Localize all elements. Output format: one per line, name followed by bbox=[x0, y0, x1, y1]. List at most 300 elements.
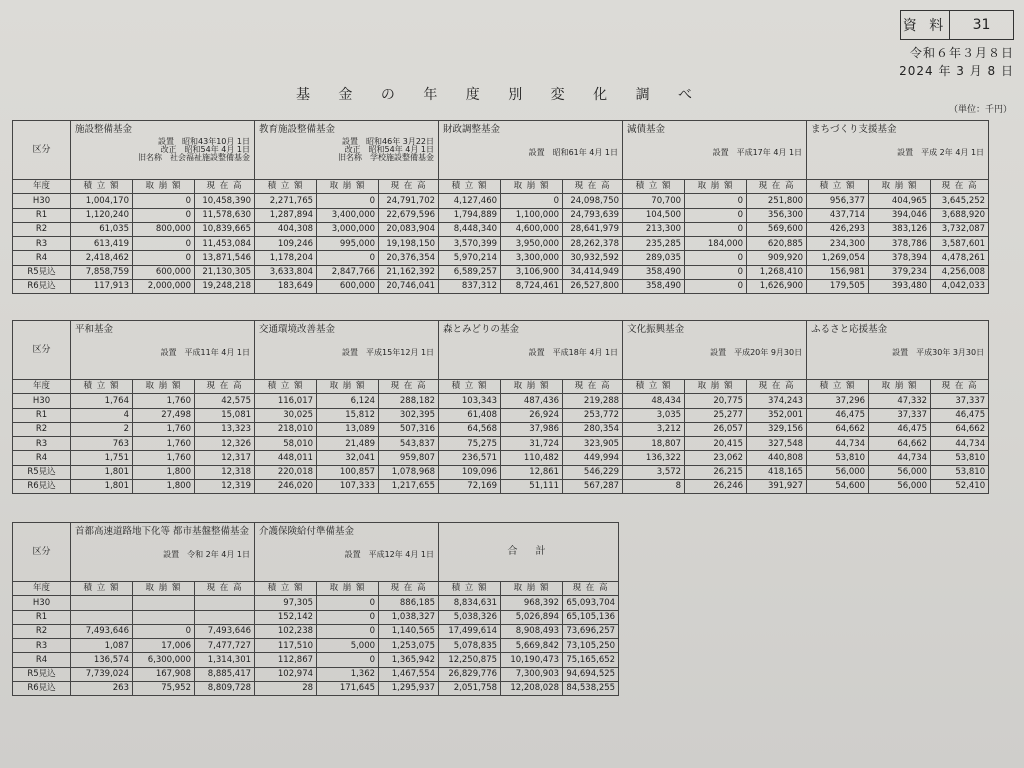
value-cell: 28 bbox=[255, 682, 317, 696]
value-cell: 42,575 bbox=[195, 394, 255, 408]
fund-establish-info: 旧名称 社会福祉施設整備基金 bbox=[138, 152, 251, 162]
value-cell: 323,905 bbox=[563, 437, 623, 451]
fund-establish-info: 旧名称 学校施設整備基金 bbox=[338, 152, 435, 162]
fund-name: 財政調整基金 bbox=[443, 124, 501, 135]
value-cell: 3,300,000 bbox=[501, 251, 563, 265]
value-cell: 253,772 bbox=[563, 408, 623, 422]
badge-label: 資 料 bbox=[901, 11, 950, 39]
value-cell: 1,120,240 bbox=[71, 208, 133, 222]
column-header: 積 立 額 bbox=[255, 180, 317, 194]
value-cell: 7,300,903 bbox=[501, 667, 563, 681]
fund-name-cell bbox=[255, 121, 439, 180]
value-cell: 32,041 bbox=[317, 451, 379, 465]
column-header: 現 在 高 bbox=[747, 180, 807, 194]
year-cell: R1 bbox=[13, 408, 71, 422]
value-cell: 0 bbox=[133, 624, 195, 638]
value-cell: 8,724,461 bbox=[501, 280, 563, 294]
year-cell: R6見込 bbox=[13, 280, 71, 294]
table-row bbox=[13, 624, 619, 638]
value-cell: 3,732,087 bbox=[931, 222, 989, 236]
value-cell: 0 bbox=[685, 194, 747, 208]
value-cell: 8,908,493 bbox=[501, 624, 563, 638]
value-cell: 507,316 bbox=[379, 422, 439, 436]
value-cell: 1,004,170 bbox=[71, 194, 133, 208]
value-cell: 3,633,804 bbox=[255, 265, 317, 279]
value-cell: 47,332 bbox=[869, 394, 931, 408]
fund-table-section-2 bbox=[12, 320, 989, 494]
fund-name-cell bbox=[439, 121, 623, 180]
value-cell: 3,000,000 bbox=[317, 222, 379, 236]
value-cell: 24,793,639 bbox=[563, 208, 623, 222]
page-title: 基 金 の 年 度 別 変 化 調 べ bbox=[295, 87, 705, 103]
year-cell: R5見込 bbox=[13, 465, 71, 479]
value-cell: 1,078,968 bbox=[379, 465, 439, 479]
value-cell: 426,293 bbox=[807, 222, 869, 236]
value-cell: 26,829,776 bbox=[439, 667, 501, 681]
column-header: 取 崩 額 bbox=[317, 582, 379, 596]
value-cell: 1,269,054 bbox=[807, 251, 869, 265]
value-cell: 0 bbox=[133, 208, 195, 222]
fund-name-cell bbox=[623, 321, 807, 380]
column-header: 積 立 額 bbox=[807, 180, 869, 194]
value-cell: 394,046 bbox=[869, 208, 931, 222]
value-cell: 600,000 bbox=[133, 265, 195, 279]
value-cell: 4 bbox=[71, 408, 133, 422]
table-row bbox=[13, 280, 989, 294]
value-cell: 3,035 bbox=[623, 408, 685, 422]
column-header: 現 在 高 bbox=[563, 380, 623, 394]
value-cell: 37,337 bbox=[931, 394, 989, 408]
value-cell: 968,392 bbox=[501, 596, 563, 610]
table-row bbox=[13, 408, 989, 422]
fund-establish-info: 改正 昭和54年 4月 1日 bbox=[344, 144, 435, 154]
value-cell: 404,965 bbox=[869, 194, 931, 208]
value-cell: 10,190,473 bbox=[501, 653, 563, 667]
fund-name-cell bbox=[807, 121, 989, 180]
value-cell bbox=[133, 596, 195, 610]
value-cell: 220,018 bbox=[255, 465, 317, 479]
value-cell: 26,215 bbox=[685, 465, 747, 479]
value-cell: 15,081 bbox=[195, 408, 255, 422]
value-cell: 837,312 bbox=[439, 280, 501, 294]
value-cell: 235,285 bbox=[623, 237, 685, 251]
fund-establish-info: 設置 平成12年 4月 1日 bbox=[344, 549, 435, 559]
value-cell: 112,867 bbox=[255, 653, 317, 667]
fund-header-row bbox=[13, 523, 619, 582]
value-cell: 22,679,596 bbox=[379, 208, 439, 222]
value-cell: 171,645 bbox=[317, 682, 379, 696]
fund-establish-info: 設置 昭和61年 4月 1日 bbox=[528, 147, 619, 157]
value-cell: 84,538,255 bbox=[563, 682, 619, 696]
value-cell: 3,950,000 bbox=[501, 237, 563, 251]
fund-name: ふるさと応援基金 bbox=[811, 324, 888, 335]
value-cell: 64,662 bbox=[807, 422, 869, 436]
value-cell: 100,857 bbox=[317, 465, 379, 479]
value-cell: 15,812 bbox=[317, 408, 379, 422]
value-cell bbox=[71, 610, 133, 624]
value-cell: 94,694,525 bbox=[563, 667, 619, 681]
value-cell: 4,042,033 bbox=[931, 280, 989, 294]
value-cell: 20,775 bbox=[685, 394, 747, 408]
value-cell: 37,337 bbox=[869, 408, 931, 422]
value-cell: 358,490 bbox=[623, 280, 685, 294]
value-cell: 3,688,920 bbox=[931, 208, 989, 222]
fund-name: 減債基金 bbox=[627, 124, 666, 135]
value-cell: 7,858,759 bbox=[71, 265, 133, 279]
column-header: 積 立 額 bbox=[807, 380, 869, 394]
column-header: 積 立 額 bbox=[71, 582, 133, 596]
fund-name: 森とみどりの基金 bbox=[443, 324, 520, 335]
column-header: 積 立 額 bbox=[439, 180, 501, 194]
value-cell: 64,662 bbox=[869, 437, 931, 451]
value-cell: 37,296 bbox=[807, 394, 869, 408]
value-cell: 26,924 bbox=[501, 408, 563, 422]
fund-name: 合 計 bbox=[507, 546, 550, 557]
column-header: 現 在 高 bbox=[195, 582, 255, 596]
value-cell: 116,017 bbox=[255, 394, 317, 408]
value-cell: 58,010 bbox=[255, 437, 317, 451]
year-cell: R2 bbox=[13, 422, 71, 436]
value-cell: 1,801 bbox=[71, 465, 133, 479]
value-cell: 8 bbox=[623, 480, 685, 494]
value-cell: 4,478,261 bbox=[931, 251, 989, 265]
value-cell: 64,568 bbox=[439, 422, 501, 436]
value-cell: 12,208,028 bbox=[501, 682, 563, 696]
value-cell: 374,243 bbox=[747, 394, 807, 408]
value-cell: 449,994 bbox=[563, 451, 623, 465]
value-cell: 352,001 bbox=[747, 408, 807, 422]
value-cell: 378,786 bbox=[869, 237, 931, 251]
fund-name: 首都高速道路地下化等 都市基盤整備基金 bbox=[75, 526, 250, 537]
value-cell: 329,156 bbox=[747, 422, 807, 436]
value-cell: 2 bbox=[71, 422, 133, 436]
value-cell: 104,500 bbox=[623, 208, 685, 222]
value-cell: 1,626,900 bbox=[747, 280, 807, 294]
value-cell: 1,295,937 bbox=[379, 682, 439, 696]
value-cell: 30,932,592 bbox=[563, 251, 623, 265]
value-cell: 24,791,702 bbox=[379, 194, 439, 208]
fund-name-cell bbox=[439, 523, 619, 582]
column-header-row bbox=[13, 380, 989, 394]
value-cell: 763 bbox=[71, 437, 133, 451]
value-cell: 102,974 bbox=[255, 667, 317, 681]
value-cell: 20,083,904 bbox=[379, 222, 439, 236]
column-header: 現 在 高 bbox=[747, 380, 807, 394]
value-cell: 26,527,800 bbox=[563, 280, 623, 294]
value-cell: 1,178,204 bbox=[255, 251, 317, 265]
value-cell: 72,169 bbox=[439, 480, 501, 494]
value-cell: 995,000 bbox=[317, 237, 379, 251]
fund-name: 介護保険給付準備基金 bbox=[259, 526, 355, 537]
year-cell: R2 bbox=[13, 624, 71, 638]
value-cell: 2,418,462 bbox=[71, 251, 133, 265]
value-cell: 236,571 bbox=[439, 451, 501, 465]
year-cell: H30 bbox=[13, 194, 71, 208]
value-cell: 0 bbox=[133, 251, 195, 265]
value-cell: 1,760 bbox=[133, 437, 195, 451]
value-cell: 19,198,150 bbox=[379, 237, 439, 251]
value-cell: 75,952 bbox=[133, 682, 195, 696]
value-cell: 46,475 bbox=[807, 408, 869, 422]
value-cell: 5,038,326 bbox=[439, 610, 501, 624]
value-cell: 11,453,084 bbox=[195, 237, 255, 251]
year-cell: R3 bbox=[13, 639, 71, 653]
value-cell: 378,394 bbox=[869, 251, 931, 265]
fund-establish-info: 設置 平成 2年 4月 1日 bbox=[897, 147, 985, 157]
year-cell: R4 bbox=[13, 653, 71, 667]
value-cell: 7,477,727 bbox=[195, 639, 255, 653]
value-cell: 218,010 bbox=[255, 422, 317, 436]
column-header: 取 崩 額 bbox=[133, 380, 195, 394]
value-cell: 7,493,646 bbox=[71, 624, 133, 638]
value-cell: 1,038,327 bbox=[379, 610, 439, 624]
column-header: 積 立 額 bbox=[623, 180, 685, 194]
value-cell: 234,300 bbox=[807, 237, 869, 251]
value-cell: 7,493,646 bbox=[195, 624, 255, 638]
value-cell: 3,106,900 bbox=[501, 265, 563, 279]
value-cell: 1,087 bbox=[71, 639, 133, 653]
column-header: 現 在 高 bbox=[931, 380, 989, 394]
value-cell: 886,185 bbox=[379, 596, 439, 610]
table-row bbox=[13, 394, 989, 408]
fund-table-section-3 bbox=[12, 522, 619, 696]
value-cell: 0 bbox=[317, 596, 379, 610]
fund-name-cell bbox=[71, 523, 255, 582]
value-cell: 959,807 bbox=[379, 451, 439, 465]
value-cell: 5,026,894 bbox=[501, 610, 563, 624]
value-cell: 4,600,000 bbox=[501, 222, 563, 236]
value-cell: 184,000 bbox=[685, 237, 747, 251]
value-cell: 28,262,378 bbox=[563, 237, 623, 251]
column-header: 現 在 高 bbox=[195, 180, 255, 194]
value-cell: 1,268,410 bbox=[747, 265, 807, 279]
kubun-label: 区分 bbox=[13, 121, 71, 180]
value-cell: 600,000 bbox=[317, 280, 379, 294]
value-cell: 19,248,218 bbox=[195, 280, 255, 294]
value-cell: 3,570,399 bbox=[439, 237, 501, 251]
table-row bbox=[13, 451, 989, 465]
value-cell: 183,649 bbox=[255, 280, 317, 294]
value-cell: 26,057 bbox=[685, 422, 747, 436]
year-label: 年度 bbox=[13, 180, 71, 194]
value-cell: 383,126 bbox=[869, 222, 931, 236]
value-cell: 6,589,257 bbox=[439, 265, 501, 279]
fund-name: 交通環境改善基金 bbox=[259, 324, 336, 335]
value-cell: 1,140,565 bbox=[379, 624, 439, 638]
value-cell: 12,319 bbox=[195, 480, 255, 494]
value-cell: 56,000 bbox=[869, 465, 931, 479]
column-header: 積 立 額 bbox=[71, 380, 133, 394]
value-cell: 13,871,546 bbox=[195, 251, 255, 265]
value-cell: 53,810 bbox=[931, 465, 989, 479]
value-cell: 20,415 bbox=[685, 437, 747, 451]
value-cell: 567,287 bbox=[563, 480, 623, 494]
value-cell: 5,669,842 bbox=[501, 639, 563, 653]
fund-name: 施設整備基金 bbox=[75, 124, 133, 135]
value-cell: 8,834,631 bbox=[439, 596, 501, 610]
value-cell: 53,810 bbox=[807, 451, 869, 465]
value-cell: 956,377 bbox=[807, 194, 869, 208]
value-cell: 3,212 bbox=[623, 422, 685, 436]
value-cell: 61,408 bbox=[439, 408, 501, 422]
fund-establish-info: 設置 平成20年 9月30日 bbox=[710, 347, 803, 357]
column-header: 取 崩 額 bbox=[685, 380, 747, 394]
value-cell: 12,861 bbox=[501, 465, 563, 479]
value-cell: 2,847,766 bbox=[317, 265, 379, 279]
value-cell: 543,837 bbox=[379, 437, 439, 451]
fund-establish-info: 設置 平成15年12月 1日 bbox=[342, 347, 435, 357]
column-header: 取 崩 額 bbox=[685, 180, 747, 194]
value-cell: 0 bbox=[685, 208, 747, 222]
year-cell: R2 bbox=[13, 222, 71, 236]
column-header: 現 在 高 bbox=[379, 582, 439, 596]
value-cell: 288,182 bbox=[379, 394, 439, 408]
column-header: 取 崩 額 bbox=[317, 180, 379, 194]
column-header: 取 崩 額 bbox=[869, 380, 931, 394]
value-cell: 179,505 bbox=[807, 280, 869, 294]
value-cell: 0 bbox=[133, 194, 195, 208]
value-cell: 546,229 bbox=[563, 465, 623, 479]
value-cell: 569,600 bbox=[747, 222, 807, 236]
fund-establish-info: 設置 平成30年 3月30日 bbox=[892, 347, 985, 357]
value-cell: 280,354 bbox=[563, 422, 623, 436]
value-cell: 21,162,392 bbox=[379, 265, 439, 279]
table-row bbox=[13, 208, 989, 222]
value-cell: 327,548 bbox=[747, 437, 807, 451]
value-cell: 20,376,354 bbox=[379, 251, 439, 265]
value-cell: 1,100,000 bbox=[501, 208, 563, 222]
fund-name-cell bbox=[255, 321, 439, 380]
value-cell: 25,277 bbox=[685, 408, 747, 422]
column-header-row bbox=[13, 582, 619, 596]
value-cell: 8,885,417 bbox=[195, 667, 255, 681]
value-cell: 156,981 bbox=[807, 265, 869, 279]
value-cell: 46,475 bbox=[931, 408, 989, 422]
value-cell: 37,986 bbox=[501, 422, 563, 436]
value-cell: 26,246 bbox=[685, 480, 747, 494]
value-cell: 251,800 bbox=[747, 194, 807, 208]
year-cell: R4 bbox=[13, 251, 71, 265]
value-cell: 52,410 bbox=[931, 480, 989, 494]
value-cell: 2,271,765 bbox=[255, 194, 317, 208]
value-cell: 7,739,024 bbox=[71, 667, 133, 681]
column-header: 取 崩 額 bbox=[317, 380, 379, 394]
value-cell: 97,305 bbox=[255, 596, 317, 610]
fund-establish-info: 設置 平成11年 4月 1日 bbox=[160, 347, 251, 357]
value-cell: 613,419 bbox=[71, 237, 133, 251]
table-row bbox=[13, 437, 989, 451]
value-cell: 10,458,390 bbox=[195, 194, 255, 208]
fund-name-cell bbox=[71, 321, 255, 380]
year-cell: R5見込 bbox=[13, 667, 71, 681]
value-cell: 152,142 bbox=[255, 610, 317, 624]
table-row bbox=[13, 610, 619, 624]
value-cell: 13,089 bbox=[317, 422, 379, 436]
value-cell: 0 bbox=[317, 251, 379, 265]
value-cell: 3,645,252 bbox=[931, 194, 989, 208]
value-cell: 65,105,136 bbox=[563, 610, 619, 624]
value-cell: 1,365,942 bbox=[379, 653, 439, 667]
value-cell: 0 bbox=[501, 194, 563, 208]
fund-name: 平和基金 bbox=[75, 324, 114, 335]
value-cell: 2,051,758 bbox=[439, 682, 501, 696]
value-cell: 28,641,979 bbox=[563, 222, 623, 236]
value-cell: 1,751 bbox=[71, 451, 133, 465]
value-cell: 1,467,554 bbox=[379, 667, 439, 681]
table-row bbox=[13, 596, 619, 610]
fund-establish-info: 設置 昭和43年10月 1日 bbox=[158, 136, 251, 146]
value-cell: 117,510 bbox=[255, 639, 317, 653]
value-cell: 909,920 bbox=[747, 251, 807, 265]
value-cell: 18,807 bbox=[623, 437, 685, 451]
value-cell: 1,253,075 bbox=[379, 639, 439, 653]
year-cell: R6見込 bbox=[13, 682, 71, 696]
fund-establish-info: 設置 令和 2年 4月 1日 bbox=[163, 549, 251, 559]
value-cell: 53,810 bbox=[931, 451, 989, 465]
table-row bbox=[13, 222, 989, 236]
value-cell: 1,217,655 bbox=[379, 480, 439, 494]
year-label: 年度 bbox=[13, 582, 71, 596]
fund-header-row bbox=[13, 321, 989, 380]
column-header: 取 崩 額 bbox=[133, 180, 195, 194]
value-cell: 65,093,704 bbox=[563, 596, 619, 610]
value-cell: 73,696,257 bbox=[563, 624, 619, 638]
year-cell: R4 bbox=[13, 451, 71, 465]
value-cell: 0 bbox=[685, 251, 747, 265]
value-cell: 109,246 bbox=[255, 237, 317, 251]
value-cell: 263 bbox=[71, 682, 133, 696]
value-cell: 44,734 bbox=[931, 437, 989, 451]
value-cell: 30,025 bbox=[255, 408, 317, 422]
table-row bbox=[13, 480, 989, 494]
value-cell: 246,020 bbox=[255, 480, 317, 494]
value-cell: 56,000 bbox=[807, 465, 869, 479]
column-header: 現 在 高 bbox=[379, 380, 439, 394]
fund-establish-info: 設置 平成17年 4月 1日 bbox=[712, 147, 803, 157]
value-cell: 391,927 bbox=[747, 480, 807, 494]
column-header: 現 在 高 bbox=[379, 180, 439, 194]
value-cell: 1,287,894 bbox=[255, 208, 317, 222]
value-cell: 10,839,665 bbox=[195, 222, 255, 236]
value-cell: 44,734 bbox=[807, 437, 869, 451]
value-cell: 1,760 bbox=[133, 422, 195, 436]
year-cell: H30 bbox=[13, 596, 71, 610]
value-cell: 17,006 bbox=[133, 639, 195, 653]
value-cell: 358,490 bbox=[623, 265, 685, 279]
value-cell: 12,318 bbox=[195, 465, 255, 479]
value-cell: 1,760 bbox=[133, 451, 195, 465]
value-cell: 0 bbox=[317, 194, 379, 208]
column-header: 積 立 額 bbox=[255, 380, 317, 394]
year-cell: R3 bbox=[13, 237, 71, 251]
value-cell: 437,714 bbox=[807, 208, 869, 222]
table-row bbox=[13, 422, 989, 436]
value-cell: 620,885 bbox=[747, 237, 807, 251]
year-cell: R5見込 bbox=[13, 265, 71, 279]
column-header: 現 在 高 bbox=[563, 180, 623, 194]
year-cell: R1 bbox=[13, 208, 71, 222]
value-cell: 31,724 bbox=[501, 437, 563, 451]
value-cell: 51,111 bbox=[501, 480, 563, 494]
value-cell: 136,574 bbox=[71, 653, 133, 667]
value-cell: 17,499,614 bbox=[439, 624, 501, 638]
value-cell: 379,234 bbox=[869, 265, 931, 279]
value-cell: 75,275 bbox=[439, 437, 501, 451]
value-cell: 21,489 bbox=[317, 437, 379, 451]
value-cell: 1,800 bbox=[133, 480, 195, 494]
fund-establish-info: 設置 平成18年 4月 1日 bbox=[528, 347, 619, 357]
value-cell: 0 bbox=[317, 624, 379, 638]
